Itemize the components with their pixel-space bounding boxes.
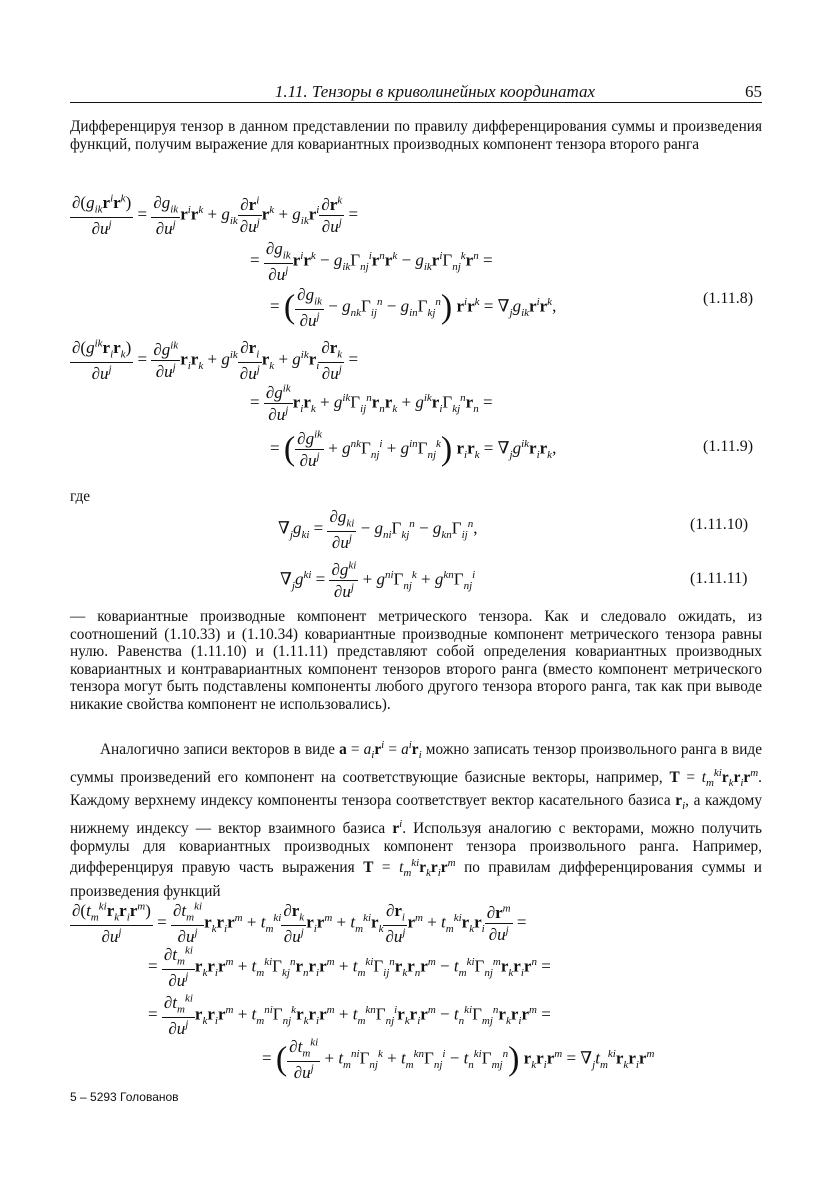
equation-3: $\nabla_jg_{ki}$ = $\frac{\partial g_{ki}}{\partial u^j}$ − $g_{ni}\Gamma_{kj}^n - g_{kn}\Gamma_{ij}^n$,: [278, 507, 478, 553]
equation-2-line-2: = $\frac{\partial g^{ik}}{\partial u^j}$ $r_ir_k + g^{ik}\Gamma_{ij}^nr_nr_k + g^{ik}r_i\Gamma_{kj}^nr_n$ =: [250, 382, 493, 425]
equation-1-line-3: = ( $\frac{\partial g_{ik}}{\partial u^j}$ − $g_{nk}\Gamma_{ij}^n - g_{in}\Gamma_{kj}^n$) $r^ir^k = \nabla_jg_{ik}r^ir^k$,: [270, 285, 557, 331]
equation-2-line-1: $\frac{\partial(g^{ik}r_ir_k)}{\partial u^j}$ = $\frac{\partial g^{ik}}{\partial u^j}$ $r_ir_k + g^{ik}$ $\frac{\partial r_i}{\partial u^j}$ $r_k + g^{ik}r_i$ $\frac{\partial r_k}{\partial u^j}$ =: [72, 337, 359, 384]
equation-1-line-2: = $\frac{\partial g_{ik}}{\partial u^j}$ $r^ir^k - g_{ik}\Gamma_{nj}^ir^nr^k - g_{ik}r^i\Gamma_{nj}^kr^n$ =: [250, 239, 493, 285]
equation-number-3: (1.11.10): [690, 516, 749, 533]
equation-5-line-1: $\frac{\partial(t_m^{ki}r_kr_ir^m)}{\partial u^j}$ = $\frac{\partial t_m^{ki}}{\partial u^j}$ $r_kr_ir^m + t_m^{ki}$ $\frac{\partial r_k}{\partial u^j}$ $r_ir^m + t_m^{ki}r_k$ $\frac{\partial r_i}{\partial u^j}$ $r^m + t_m^{ki}r_kr_i$ $\frac{\partial r^m}{\partial u^j}$ =: [72, 900, 527, 947]
equation-1-line-1: $\frac{\partial(g_{ik}r^ir^k)}{\partial u^j}$ = $\frac{\partial g_{ik}}{\partial u^j}$ $r^ir^k + g_{ik}$ $\frac{\partial r^i}{\partial u^j}$ $r^k + g_{ik}r^i$ $\frac{\partial r^k}{\partial u^j}$ =: [72, 192, 359, 239]
equation-number-1: (1.11.8): [703, 290, 754, 307]
equation-5-line-2: = $\frac{\partial t_m^{ki}}{\partial u^j}$ $r_kr_ir^m + t_m^{ki}\Gamma_{kj}^nr_nr_ir^m + t_m^{ki}\Gamma_{ij}^nr_kr_nr^m - t_m^{ki}\Gamma_{nj}^mr_kr_ir^n$ =: [148, 944, 551, 991]
body-paragraph-2: Аналогично записи векторов в виде $a = a_ir^i = a^ir_i$ можно записать тензор произвольного ранга в виде суммы произведений его компонент на соответствующие базисные векторы, например, $T = t_m^{ki}r_kr_ir^m$. Каждому верхнему индексу компоненты тензора соответствует вектор касательного базиса $r_i$, а каждому нижнему индексу — вектор взаимного базиса $r^i$. Используя аналогию с векторами, можно получить формулы для ковариантных производных компонент тензора произвольного ранга. Например, дифференцируя правую часть выражения $T = t_m^{ki}r_kr_ir^m$ по правилам дифференцирования суммы и произведения функций: [70, 739, 763, 901]
page-number: 65: [745, 81, 762, 101]
footer-signature: 5 – 5293 Голованов: [70, 1090, 179, 1104]
intro-paragraph: Дифференцируя тензор в данном представлении по правилу дифференцирования суммы и произведения функций, получим выражение для ковариантных производных компонент тензора второго ранга: [70, 118, 762, 153]
equation-number-2: (1.11.9): [703, 438, 754, 455]
equation-5-line-4: = ( $\frac{\partial t_m^{ki}}{\partial u^j}$ + $t_m^{ni}\Gamma_{nj}^k + t_m^{kn}\Gamma_{nj}^i - t_n^{ki}\Gamma_{mj}^n$) $r_kr_ir^m = \nabla_jt_m^{ki}r_kr_ir^m$: [262, 1036, 655, 1083]
equation-5-line-3: = $\frac{\partial t_m^{ki}}{\partial u^j}$ $r_kr_ir^m + t_m^{ni}\Gamma_{nj}^kr_kr_ir^m + t_m^{kn}\Gamma_{nj}^ir_kr_ir^m - t_n^{ki}\Gamma_{mj}^nr_kr_ir^m$ =: [148, 992, 551, 1039]
where-label: где: [70, 488, 91, 505]
equation-4: $\nabla_jg^{ki}$ = $\frac{\partial g^{ki}}{\partial u^j}$ + $g^{ni}\Gamma_{nj}^k + g^{kn}\Gamma_{nj}^i$: [280, 559, 476, 602]
body-paragraph-1: — ковариантные производные компонент метрического тензора. Как и следовало ожидать, из соотношений (1.10.33) и (1.10.34) ковариантные производные компонент метрического тензора равны нулю. Равенства (1.11.10) и (1.11.11) представляют собой определения ковариантных производных ковариантных и контравариантных компонент тензоров второго ранга (вместо компонент метрического тензора могут быть подставлены компоненты любого другого тензора второго ранга, так как при выводе никакие свойства компонент не использовались).: [70, 608, 762, 713]
equation-number-4: (1.11.11): [690, 570, 748, 587]
section-title: 1.11. Тензоры в криволинейных координатах: [274, 81, 595, 101]
equation-2-line-3: = ( $\frac{\partial g^{ik}}{\partial u^j}$ + $g^{nk}\Gamma_{nj}^i + g^{in}\Gamma_{nj}^k$) $r_ir_k = \nabla_jg^{ik}r_ir_k$,: [270, 428, 557, 471]
running-header: [70, 78, 762, 103]
